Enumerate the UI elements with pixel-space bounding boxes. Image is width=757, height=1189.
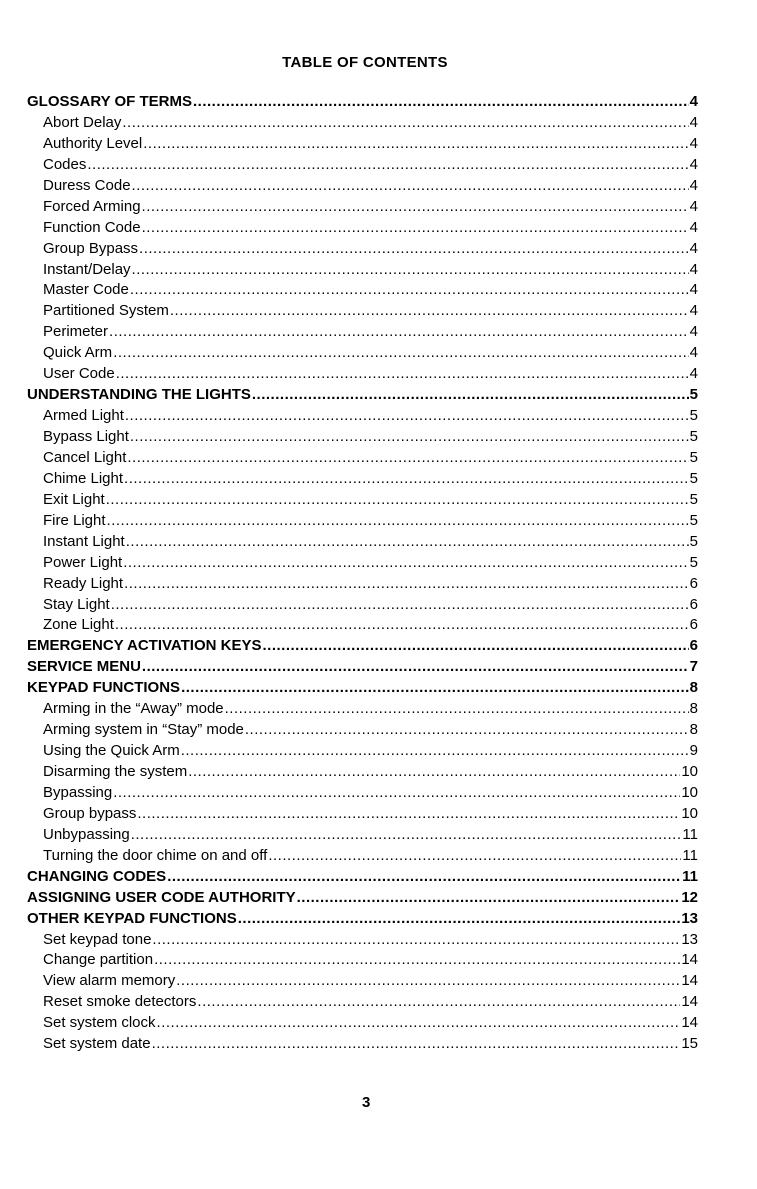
toc-entry-page: 4	[689, 281, 698, 299]
dot-leader	[143, 134, 688, 155]
table-of-contents	[27, 92, 698, 1055]
toc-entry-page: 4	[689, 344, 698, 362]
dot-leader	[245, 720, 689, 741]
toc-entry-label: Disarming the system	[43, 763, 188, 780]
toc-entry-label: Change partition	[43, 951, 154, 969]
toc-entry-label: Codes	[43, 155, 87, 173]
toc-entry-page: 11	[682, 846, 698, 864]
toc-entry	[27, 595, 698, 616]
toc-entry	[27, 469, 698, 490]
toc-entry	[27, 280, 698, 301]
toc-entry-page: 4	[689, 239, 698, 257]
dot-leader	[111, 595, 689, 616]
toc-entry-label: Reset smoke detectors	[43, 993, 197, 1011]
dot-leader	[130, 280, 689, 301]
toc-entry-label: CHANGING CODES	[27, 867, 167, 885]
dot-leader	[142, 197, 689, 218]
dot-leader	[193, 92, 689, 113]
toc-entry	[27, 511, 698, 532]
dot-leader	[137, 804, 680, 825]
toc-entry-label: Set system clock	[43, 1014, 156, 1032]
toc-entry-label: Cancel Light	[43, 448, 127, 466]
toc-entry-page: 6	[689, 574, 698, 592]
dot-leader	[116, 364, 689, 385]
toc-entry	[27, 804, 698, 825]
toc-entry	[27, 343, 698, 364]
toc-entry	[27, 720, 698, 741]
toc-entry-page: 9	[689, 742, 698, 760]
toc-entry-label: Function Code	[43, 218, 141, 236]
toc-entry	[27, 762, 698, 783]
toc-entry-page: 5	[689, 407, 698, 425]
dot-leader	[252, 385, 689, 406]
dot-leader	[262, 636, 688, 657]
toc-entry-label: Group bypass	[43, 804, 137, 822]
toc-entry-page: 14	[681, 951, 698, 969]
toc-entry-page: 6	[689, 616, 698, 634]
toc-entry-label: Arming system in “Stay” mode	[43, 721, 244, 739]
toc-entry	[27, 741, 698, 762]
dot-leader	[170, 301, 689, 322]
toc-entry-label: Instant Light	[43, 532, 125, 550]
toc-entry-label: Power Light	[43, 553, 123, 571]
dot-leader	[109, 322, 689, 343]
toc-entry-label: Duress Code	[43, 176, 131, 194]
toc-entry-page: 4	[689, 134, 698, 152]
toc-entry-label: Arming in the “Away” mode	[43, 700, 224, 718]
dot-leader	[131, 825, 682, 846]
dot-leader	[176, 971, 680, 992]
toc-entry-page: 10	[681, 763, 698, 780]
dot-leader	[142, 657, 689, 678]
toc-entry	[27, 406, 698, 427]
dot-leader	[197, 992, 680, 1013]
toc-entry-label: Master Code	[43, 281, 129, 299]
toc-entry	[27, 992, 698, 1013]
toc-entry	[27, 448, 698, 469]
toc-entry-page: 14	[681, 993, 698, 1011]
toc-entry-page: 11	[682, 825, 698, 843]
toc-section-entry	[27, 678, 698, 699]
toc-entry-label: Zone Light	[43, 616, 114, 634]
dot-leader	[225, 699, 689, 720]
toc-entry	[27, 113, 698, 134]
toc-entry	[27, 155, 698, 176]
toc-section-entry	[27, 92, 698, 113]
dot-leader	[188, 762, 680, 783]
toc-entry	[27, 260, 698, 281]
toc-entry-label: Forced Arming	[43, 197, 141, 215]
toc-entry-page: 4	[689, 155, 698, 173]
dot-leader	[152, 1034, 681, 1055]
dot-leader	[152, 930, 680, 951]
toc-entry-label: Bypassing	[43, 783, 113, 801]
dot-leader	[115, 615, 689, 636]
toc-entry	[27, 783, 698, 804]
toc-entry	[27, 490, 698, 511]
toc-entry-page: 4	[689, 365, 698, 383]
toc-entry-page: 7	[689, 658, 698, 676]
toc-entry-page: 4	[689, 197, 698, 215]
toc-entry-label: Unbypassing	[43, 825, 130, 843]
toc-entry	[27, 615, 698, 636]
toc-entry-label: Bypass Light	[43, 428, 129, 445]
toc-entry	[27, 574, 698, 595]
dot-leader	[297, 888, 681, 909]
toc-entry-page: 5	[689, 553, 698, 571]
dot-leader	[268, 846, 681, 867]
toc-entry-label: User Code	[43, 365, 115, 383]
dot-leader	[139, 239, 689, 260]
toc-entry	[27, 176, 698, 197]
toc-entry-page: 15	[681, 1035, 698, 1053]
toc-entry-label: Turning the door chime on and off	[43, 846, 268, 864]
toc-section-entry	[27, 867, 698, 888]
toc-entry-label: Using the Quick Arm	[43, 742, 180, 760]
dot-leader	[125, 406, 689, 427]
toc-entry-label: Fire Light	[43, 511, 106, 529]
toc-entry	[27, 532, 698, 553]
dot-leader	[154, 950, 680, 971]
toc-entry-page: 5	[689, 511, 698, 529]
dot-leader	[181, 741, 689, 762]
dot-leader	[157, 1013, 681, 1034]
toc-entry-page: 5	[689, 532, 698, 550]
toc-entry	[27, 971, 698, 992]
dot-leader	[181, 678, 689, 699]
dot-leader	[132, 176, 689, 197]
toc-entry-page: 4	[689, 113, 698, 131]
dot-leader	[124, 469, 689, 490]
toc-entry-page: 5	[689, 428, 698, 445]
toc-section-entry	[27, 657, 698, 678]
toc-entry	[27, 322, 698, 343]
toc-entry-label: ASSIGNING USER CODE AUTHORITY	[27, 888, 296, 906]
toc-entry	[27, 218, 698, 239]
toc-section-entry	[27, 888, 698, 909]
toc-entry-label: SERVICE MENU	[27, 658, 141, 676]
dot-leader	[113, 343, 688, 364]
toc-entry	[27, 825, 698, 846]
toc-section-entry	[27, 909, 698, 930]
toc-entry-page: 13	[681, 909, 698, 927]
toc-entry-label: Set system date	[43, 1035, 151, 1053]
toc-section-entry	[27, 385, 698, 406]
toc-entry	[27, 553, 698, 574]
toc-entry	[27, 950, 698, 971]
toc-entry-page: 8	[689, 700, 698, 718]
toc-entry-page: 5	[689, 386, 698, 404]
toc-entry-label: Abort Delay	[43, 113, 122, 131]
toc-entry	[27, 197, 698, 218]
dot-leader	[130, 427, 689, 448]
toc-entry-label: Stay Light	[43, 595, 110, 613]
dot-leader	[123, 553, 688, 574]
dot-leader	[106, 490, 689, 511]
toc-entry-page: 12	[681, 888, 698, 906]
toc-entry-page: 4	[689, 260, 698, 278]
toc-entry-label: Armed Light	[43, 407, 124, 425]
toc-entry-page: 10	[681, 804, 698, 822]
toc-entry-label: KEYPAD FUNCTIONS	[27, 679, 181, 697]
dot-leader	[87, 155, 688, 176]
toc-entry-page: 4	[689, 323, 698, 341]
dot-leader	[124, 574, 689, 595]
toc-entry-label: Ready Light	[43, 574, 124, 592]
toc-entry	[27, 1034, 698, 1055]
toc-entry-page: 4	[689, 176, 698, 194]
toc-entry-label: Instant/Delay	[43, 260, 131, 278]
toc-entry-label: EMERGENCY ACTIVATION KEYS	[27, 637, 262, 655]
toc-entry	[27, 301, 698, 322]
toc-entry-page: 8	[689, 679, 698, 697]
toc-entry	[27, 364, 698, 385]
dot-leader	[167, 867, 681, 888]
toc-entry	[27, 1013, 698, 1034]
toc-entry-label: Perimeter	[43, 323, 109, 341]
toc-entry-page: 10	[681, 783, 698, 801]
dot-leader	[122, 113, 688, 134]
toc-entry-page: 8	[689, 721, 698, 739]
dot-leader	[113, 783, 680, 804]
toc-entry-page: 5	[689, 490, 698, 508]
toc-entry-label: View alarm memory	[43, 972, 176, 990]
toc-entry-label: Exit Light	[43, 490, 105, 508]
toc-entry	[27, 134, 698, 155]
dot-leader	[142, 218, 689, 239]
toc-entry-page: 4	[689, 218, 698, 236]
toc-entry-label: Set keypad tone	[43, 930, 152, 948]
toc-entry-label: GLOSSARY OF TERMS	[27, 93, 193, 110]
toc-section-entry	[27, 636, 698, 657]
toc-entry-page: 4	[689, 302, 698, 320]
toc-entry-page: 11	[682, 867, 698, 885]
toc-entry	[27, 930, 698, 951]
toc-entry-page: 6	[689, 637, 698, 655]
dot-leader	[127, 448, 688, 469]
dot-leader	[107, 511, 689, 532]
toc-entry	[27, 239, 698, 260]
toc-entry-page: 5	[689, 469, 698, 487]
toc-entry-page: 4	[689, 93, 698, 110]
toc-entry-label: Partitioned System	[43, 302, 169, 320]
toc-entry-label: Group Bypass	[43, 239, 139, 257]
toc-entry	[27, 699, 698, 720]
toc-entry-label: UNDERSTANDING THE LIGHTS	[27, 386, 251, 404]
dot-leader	[238, 909, 681, 930]
toc-entry-label: OTHER KEYPAD FUNCTIONS	[27, 909, 237, 927]
dot-leader	[126, 532, 689, 553]
toc-entry-page: 14	[681, 1014, 698, 1032]
toc-entry-page: 13	[681, 930, 698, 948]
toc-entry-label: Quick Arm	[43, 344, 113, 362]
page-number: 3	[362, 1094, 371, 1111]
toc-entry-page: 6	[689, 595, 698, 613]
toc-entry-label: Chime Light	[43, 469, 124, 487]
toc-entry	[27, 846, 698, 867]
toc-entry-page: 14	[681, 972, 698, 990]
toc-entry-page: 5	[689, 448, 698, 466]
dot-leader	[132, 260, 689, 281]
toc-entry-label: Authority Level	[43, 134, 143, 152]
page-title: TABLE OF CONTENTS	[282, 54, 448, 71]
toc-entry	[27, 427, 698, 448]
